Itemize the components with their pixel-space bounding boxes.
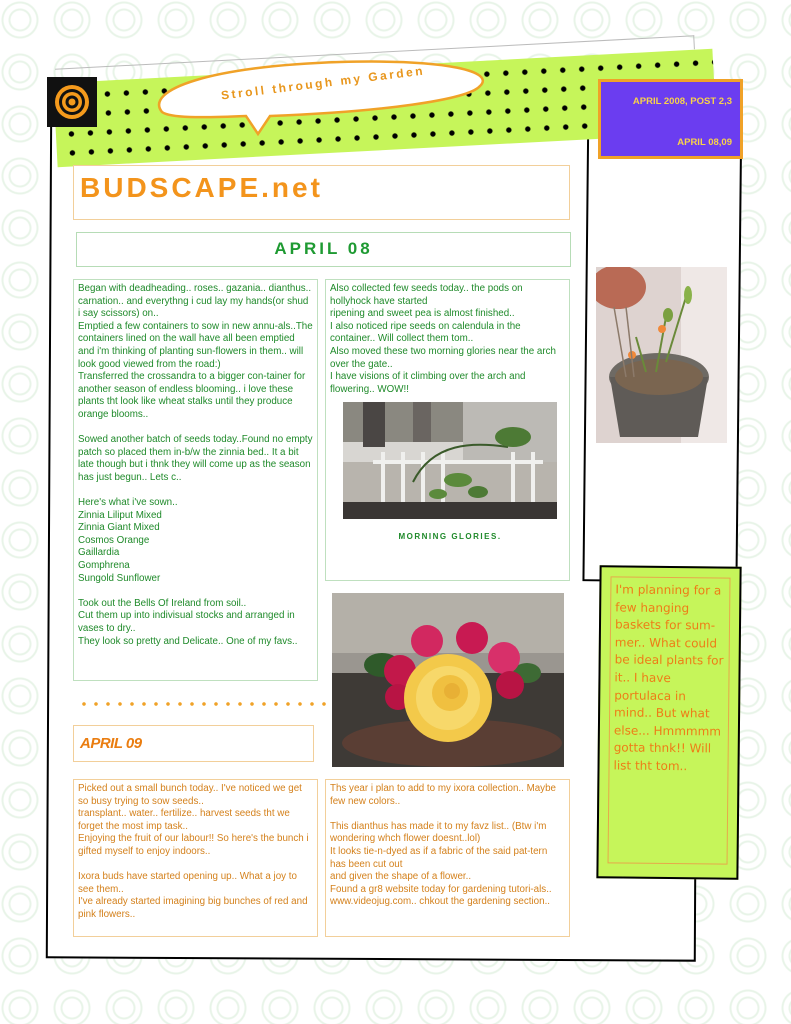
morning-glories-photo [343, 402, 557, 519]
paragraph: They look so pretty and Delicate.. One of my favs.. [78, 635, 298, 647]
potted-plant-photo [596, 267, 727, 443]
april09-right-column [325, 779, 570, 937]
paragraph: Emptied a few containers to sow in new annu-als..The containers lined on the wall have all been emptied and i'm thinking of planting sun-flowers in them.. will look good viewed from the road:) [78, 320, 313, 370]
paragraph: Also moved these two morning glories near the arch over the gate.. [330, 345, 556, 370]
section-heading-april09: APRIL 09 [80, 735, 142, 752]
seed-list-item: Cosmos Orange [78, 534, 150, 546]
post-info: APRIL 2008, POST 2,3 [632, 96, 732, 107]
paragraph: Ths year i plan to add to my ixora collection.. Maybe few new colors.. [330, 783, 556, 807]
section-heading-april08: APRIL 08 [274, 239, 373, 258]
site-title: BUDSCAPE.net [80, 172, 323, 203]
paragraph: Picked out a small bunch today.. I've noticed we get so busy trying to sow seeds.. [78, 783, 302, 807]
paragraph: Here's what i've sown.. [78, 497, 178, 509]
tagline-text: Stroll through my Garden [220, 63, 426, 103]
tagline-speech-bubble [150, 60, 486, 138]
paragraph: Transferred the crossandra to a bigger con-tainer for another season of endless blooming.. i love these plants tht look like wheat stalks until they produce orange blooms.. [78, 371, 306, 420]
paragraph: Began with deadheading.. roses.. gazania.. dianthus.. carnation.. and everythng i cud lay my hands(or shud i say scissors) on.. [78, 283, 312, 320]
seed-list-item: Zinnia Liliput Mixed [78, 509, 162, 521]
seed-list-item: Zinnia Giant Mixed [78, 522, 160, 534]
seed-list-item: Gaillardia [78, 547, 120, 559]
paragraph: ripening and sweet pea is almost finished.. [330, 308, 515, 320]
paragraph: Sowed another batch of seeds today..Found no empty patch so placed them in-b/w the zinnia bed.. It a bit late though but i thnk they will come up as the season has just begun.. Lets c.. [78, 434, 313, 483]
paragraph: Enjoying the fruit of our labour!! So here's the bunch i gifted myself to enjoy indoors.. [78, 833, 309, 857]
paragraph: This dianthus has made it to my favz list.. (Btw i'm wondering whch flower doesnt..lol) [330, 820, 547, 845]
paragraph: and given the shape of a flower.. [330, 871, 472, 883]
april09-heading-box [73, 725, 314, 762]
note-text: I'm planning for a few hanging baskets for sum-mer.. What could be ideal plants for it.. I have portulaca in mind.. But what else... Hmmmmm gotta thnk!! Will list tht tom.. [613, 582, 724, 774]
spiral-logo-icon [47, 77, 97, 127]
paragraph: Ixora buds have started opening up.. What a joy to see them.. [78, 871, 297, 895]
paragraph: Also collected few seeds today.. the pods on hollyhock have started [330, 283, 523, 307]
paragraph: Took out the Bells Of Ireland from soil.. [78, 597, 247, 609]
paragraph: transplant.. water.. fertilize.. harvest seeds tht we forget the most imp task.. [78, 808, 290, 832]
site-title-box [73, 165, 570, 220]
dotted-divider [78, 700, 328, 708]
paragraph: Cut them up into indivisual stocks and arranged in vases to dry.. [78, 610, 295, 635]
date-box [598, 79, 743, 159]
paragraph: Found a gr8 website today for gardening tutori-als.. www.videojug.com.. chkout the gardening section.. [330, 883, 552, 908]
april08-heading-box [76, 232, 571, 267]
paragraph: I've already started imagining big bunches of red and pink flowers.. [78, 896, 308, 920]
paragraph: I have visions of it climbing over the arch and flowering.. WOW!! [330, 371, 526, 395]
seed-list-item: Gomphrena [78, 560, 130, 572]
photo-caption: MORNING GLORIES. [398, 532, 502, 541]
sticky-note-card [596, 565, 741, 879]
paragraph: I also noticed ripe seeds on calendula in the container.. Will collect them tom.. [330, 320, 521, 345]
april08-left-column [73, 279, 318, 681]
april09-left-column [73, 779, 318, 937]
seed-list-item: Sungold Sunflower [78, 572, 161, 584]
post-dates: APRIL 08,09 [677, 137, 732, 148]
paragraph: It looks tie-n-dyed as if a fabric of the said pat-tern has been cut out [330, 845, 548, 870]
rose-bouquet-photo [332, 593, 564, 767]
